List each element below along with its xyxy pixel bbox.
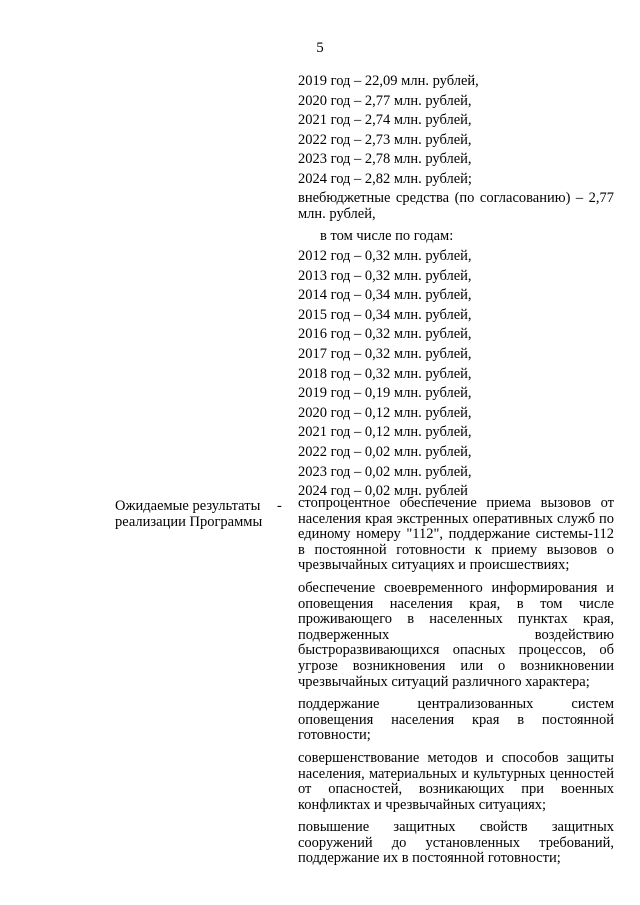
- budget-years-list: [298, 72, 614, 190]
- extrabudget-line: 2023 год – 0,02 млн. рублей,: [298, 463, 472, 480]
- extrabudget-line: 2024 год – 0,02 млн. рублей: [298, 483, 468, 500]
- budget-line: 2024 год – 2,82 млн. рублей;: [298, 170, 472, 187]
- extrabudget-line: 2016 год – 0,32 млн. рублей,: [298, 326, 472, 343]
- extrabudget-line: 2021 год – 0,12 млн. рублей,: [298, 424, 472, 441]
- extrabudget-years-list: [298, 247, 614, 502]
- budget-line: 2020 год – 2,77 млн. рублей,: [298, 92, 472, 109]
- extrabudget-line: 2015 год – 0,34 млн. рублей,: [298, 306, 472, 323]
- results-label: Ожидаемые результаты реализации Программы: [115, 498, 263, 530]
- page-number: 5: [316, 40, 324, 56]
- result-item: поддержание централизованных систем оповещения населения края в постоянной готовности;: [298, 696, 614, 744]
- extrabudget-line: 2019 год – 0,19 млн. рублей,: [298, 385, 472, 402]
- extrabudget-line: 2012 год – 0,32 млн. рублей,: [298, 248, 472, 264]
- extrabudget-line: 2020 год – 0,12 млн. рублей,: [298, 404, 472, 421]
- extrabudget-line: 2014 год – 0,34 млн. рублей,: [298, 287, 472, 304]
- budget-line: 2022 год – 2,73 млн. рублей,: [298, 131, 472, 148]
- budget-line: 2023 год – 2,78 млн. рублей,: [298, 151, 472, 168]
- result-item: стопроцентное обеспечение приема вызовов от населения края экстренных оперативных служб по единому номеру "112", поддержание системы-112 в постоянной готовности к приему вызовов о чрезвычайных ситуациях и происшествиях;: [298, 495, 614, 574]
- budget-line: 2021 год – 2,74 млн. рублей,: [298, 112, 472, 129]
- budget-line: 2019 год – 22,09 млн. рублей,: [298, 73, 479, 89]
- extrabudget-line: 2017 год – 0,32 млн. рублей,: [298, 345, 472, 362]
- extrabudget-paragraph: внебюджетные средства (по согласованию) – 2,77 млн. рублей,: [298, 190, 614, 222]
- extrabudget-line: 2018 год – 0,32 млн. рублей,: [298, 365, 472, 382]
- result-item: обеспечение своевременного информирования и оповещения населения края, в том числе проживающего в населенных пунктах края, подверженных воздействию быстроразвивающихся опасных процессов, об угрозе возникновения или о возникновении чрезвычайных ситуаций различного характера;: [298, 579, 614, 690]
- results-dash: -: [277, 498, 282, 514]
- results-list: [298, 496, 614, 874]
- result-item: повышение защитных свойств защитных сооружений до установленных требований, поддержание их в постоянной готовности;: [298, 819, 614, 867]
- extrabudget-line: 2022 год – 0,02 млн. рублей,: [298, 443, 472, 460]
- result-item: совершенствование методов и способов защиты населения, материальных и культурных ценностей от опасностей, возникающих при военных конфликтах и чрезвычайных ситуациях;: [298, 749, 614, 813]
- extrabudget-line: 2013 год – 0,32 млн. рублей,: [298, 267, 472, 284]
- by-years-label: в том числе по годам:: [320, 228, 454, 244]
